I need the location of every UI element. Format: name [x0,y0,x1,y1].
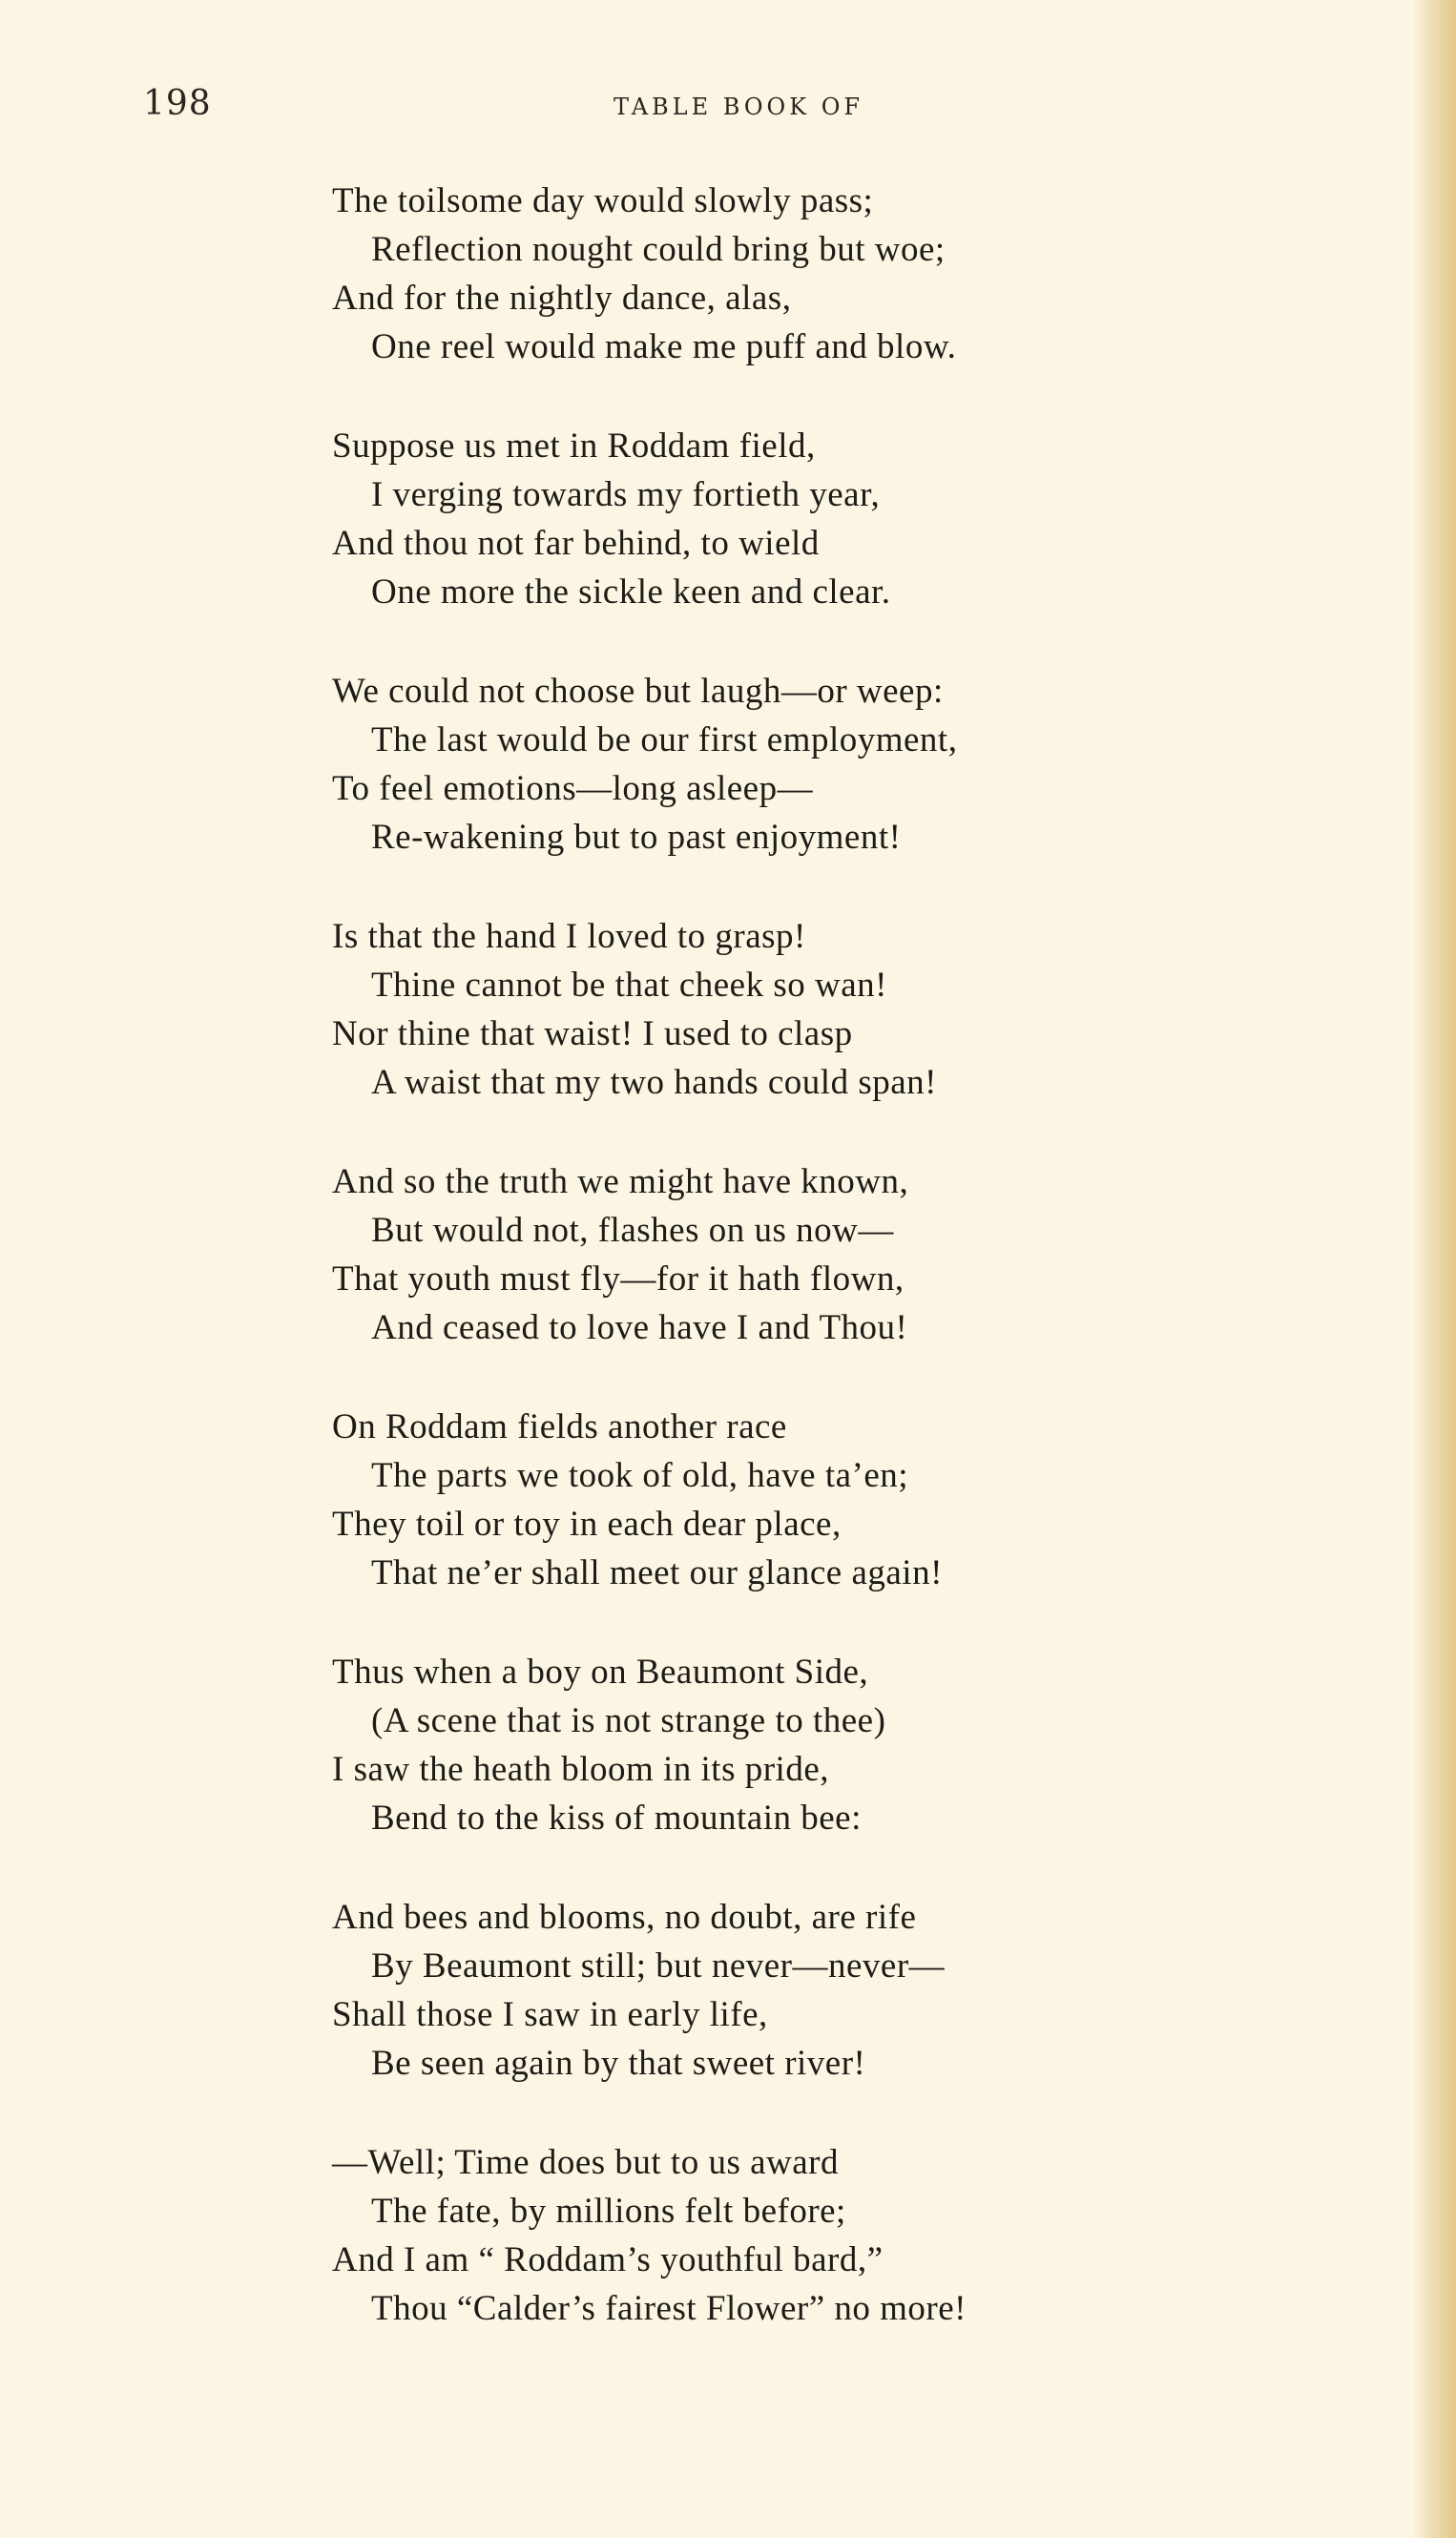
poem-line: And I am “ Roddam’s youthful bard,” [332,2240,884,2279]
poem-line: (A scene that is not strange to thee) [371,1701,886,1740]
poem-line: That youth must fly—for it hath flown, [332,1259,905,1299]
poem-line: Be seen again by that sweet river! [371,2044,866,2083]
page-header [0,84,1456,141]
stanza-6 [332,1403,1286,1597]
poem-line: We could not choose but laugh—or weep: [332,672,944,711]
stanza-4 [332,912,1286,1107]
running-head: TABLE BOOK OF [614,94,864,120]
poem-line: And for the nightly dance, alas, [332,279,792,318]
poem-line: Thine cannot be that cheek so wan! [371,966,887,1005]
poem-line: I verging towards my fortieth year, [371,475,881,514]
stanza-8 [332,1893,1286,2088]
poem-line: Suppose us met in Roddam field, [332,426,816,466]
poem-line: The toilsome day would slowly pass; [332,181,874,220]
poem-line: By Beaumont still; but never—never— [371,1946,946,1986]
poem-line: Thus when a boy on Beaumont Side, [332,1653,869,1692]
poem-line: One reel would make me puff and blow. [371,327,957,366]
poem-line: And ceased to love have I and Thou! [371,1308,908,1347]
poem-line: The parts we took of old, have ta’en; [371,1456,909,1495]
poem-line: That ne’er shall meet our glance again! [371,1553,943,1592]
poem-line: Thou “Calder’s fairest Flower” no more! [371,2289,967,2328]
poem-line: But would not, flashes on us now— [371,1211,894,1250]
poem-line: Re-wakening but to past enjoyment! [371,818,902,857]
stanza-2 [332,422,1286,616]
stanza-1 [332,177,1286,371]
poem-line: A waist that my two hands could span! [371,1063,937,1102]
poem-line: Is that the hand I loved to grasp! [332,917,806,956]
poem-line: And so the truth we might have known, [332,1162,909,1201]
poem-line: To feel emotions—long asleep— [332,769,814,808]
poem-line: The last would be our first employment, [371,720,958,759]
stanza-7 [332,1648,1286,1842]
stanza-3 [332,667,1286,862]
poem-line: Reflection nought could bring but woe; [371,230,946,269]
poem-line: And thou not far behind, to wield [332,524,820,563]
poem-line: One more the sickle keen and clear. [371,572,891,612]
page-number: 198 [143,84,212,123]
poem-line: And bees and blooms, no doubt, are rife [332,1898,917,1937]
poem-line: Nor thine that waist! I used to clasp [332,1014,853,1053]
poem-line: The fate, by millions felt before; [371,2192,846,2231]
poem-line: They toil or toy in each dear place, [332,1505,842,1544]
poem-line: Bend to the kiss of mountain bee: [371,1799,862,1838]
stanza-5 [332,1157,1286,1352]
page-edge-shading [1412,0,1456,2538]
poem-line: On Roddam fields another race [332,1407,787,1446]
poem-line: I saw the heath bloom in its pride, [332,1750,830,1789]
stanza-9 [332,2138,1286,2333]
poem-line: —Well; Time does but to us award [332,2143,840,2182]
poem-line: Shall those I saw in early life, [332,1995,768,2034]
poem [332,177,1286,2383]
